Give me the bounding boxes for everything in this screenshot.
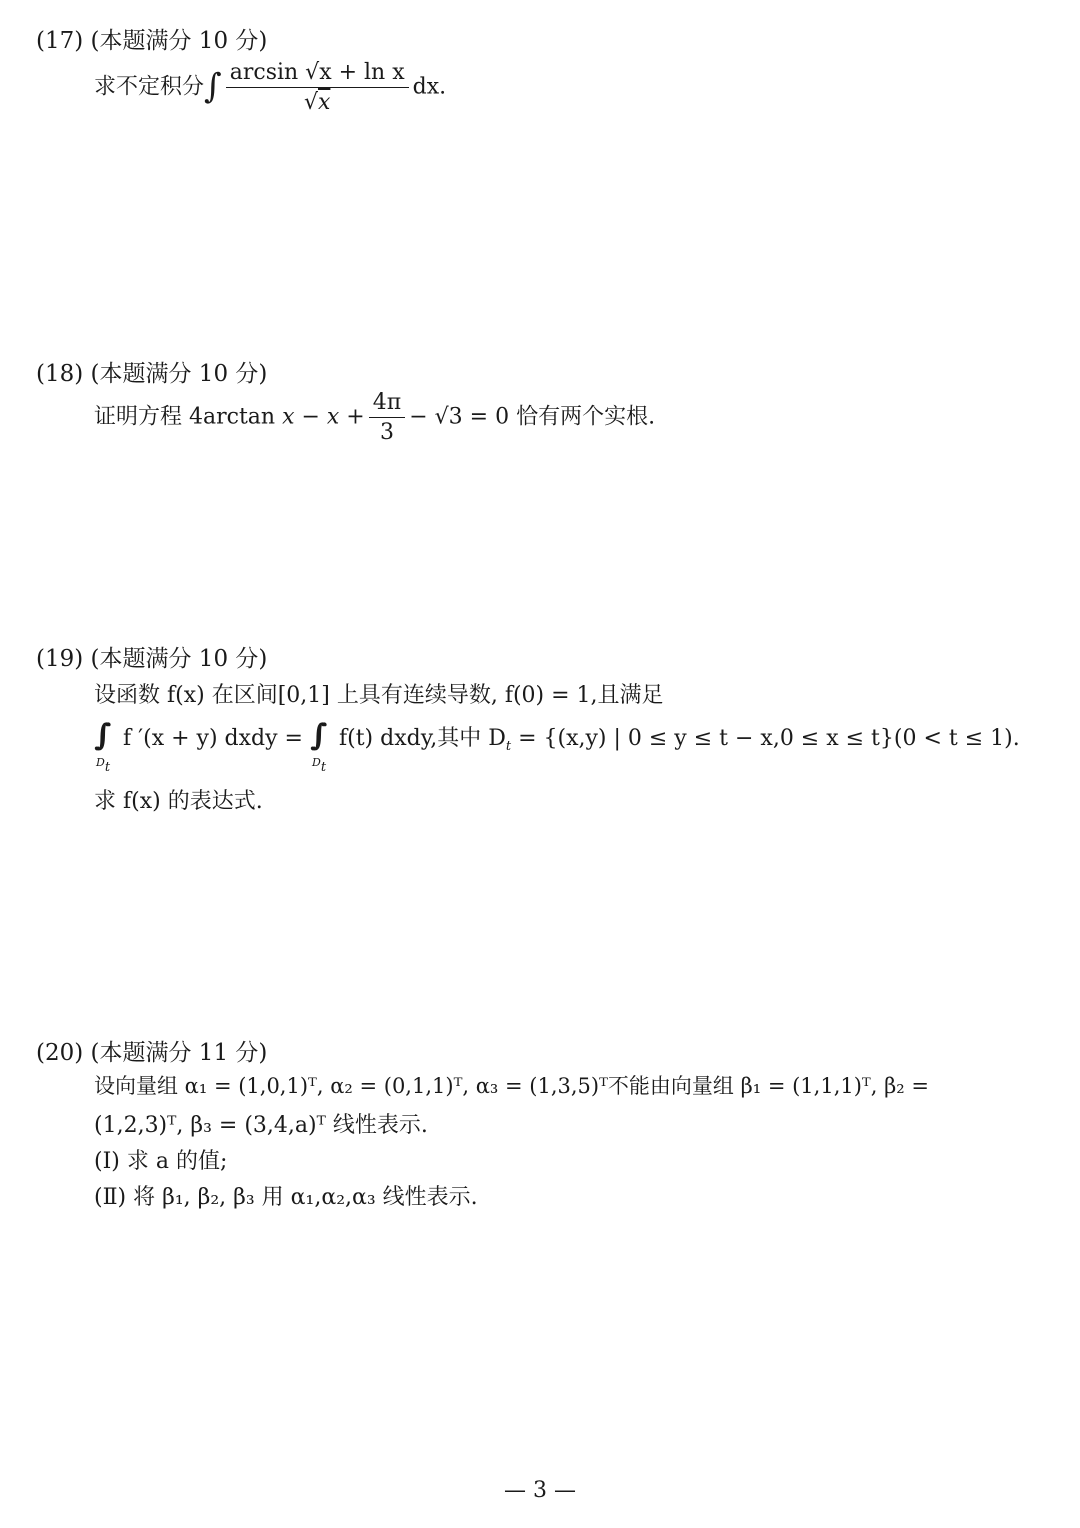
problem-18-statement xyxy=(94,390,655,445)
problem-19-line-3: 求 f(x) 的表达式. xyxy=(94,789,263,814)
problem-18-tail: − √3 = 0 恰有两个实根. xyxy=(409,404,656,430)
problem-17-fraction xyxy=(226,60,409,115)
double-integral-left: ∫∫ Dt xyxy=(94,718,111,775)
problem-18-frac-den: 3 xyxy=(369,417,405,445)
problem-20-part-1: (Ⅰ) 求 a 的值; xyxy=(94,1149,228,1174)
integral-sign: ∫ xyxy=(204,66,222,107)
double-integral-right: ∫∫ Dt xyxy=(309,718,327,775)
problem-18-middle: x − x + xyxy=(282,404,365,430)
page-number: — 3 — xyxy=(504,1478,576,1503)
problem-18-heading: (18) (本题满分 10 分) xyxy=(36,361,268,387)
problem-18-fraction xyxy=(369,390,405,445)
problem-17-denominator: √x xyxy=(226,87,409,115)
problem-19-integrand-left: f ′(x + y) dxdy = xyxy=(123,726,303,751)
problem-20-line-2: (1,2,3)ᵀ, β₃ = (3,4,a)ᵀ 线性表示. xyxy=(94,1113,428,1138)
problem-19-heading: (19) (本题满分 10 分) xyxy=(36,646,268,672)
problem-18-intro: 证明方程 4arctan xyxy=(94,404,276,430)
problem-20-part-2: (Ⅱ) 将 β₁, β₂, β₃ 用 α₁,α₂,α₃ 线性表示. xyxy=(94,1185,478,1210)
problem-18-frac-num: 4π xyxy=(372,390,402,415)
problem-17-numerator: arcsin √x + ln x xyxy=(229,60,405,85)
problem-19-integrand-right: f(t) dxdy,其中 D xyxy=(338,726,506,751)
problem-17-tail: dx. xyxy=(412,74,447,100)
problem-20-line-1: 设向量组 α₁ = (1,0,1)ᵀ, α₂ = (0,1,1)ᵀ, α₃ = (1,3,5)ᵀ不能由向量组 β₁ = (1,1,1)ᵀ, β₂ = xyxy=(94,1074,929,1098)
problem-17-statement xyxy=(94,60,446,115)
problem-19-domain-def: = {(x,y) | 0 ≤ y ≤ t − x,0 ≤ x ≤ t}(0 < t ≤ 1). xyxy=(511,726,1020,751)
problem-17-intro: 求不定积分 xyxy=(94,74,205,100)
problem-19-line-1: 设函数 f(x) 在区间[0,1] 上具有连续导数, f(0) = 1,且满足 xyxy=(94,683,664,708)
problem-17-heading: (17) (本题满分 10 分) xyxy=(36,28,268,54)
problem-19-line-2: ∫∫ Dt f ′(x + y) dxdy = ∫∫ Dt f(t) dxdy,其中 $D_t = \{(x,y)$ | 0 ≤ y ≤ t − x,0 ≤ x ≤ t}(0 < t ≤ 1). xyxy=(94,718,1020,775)
problem-20-heading: (20) (本题满分 11 分) xyxy=(36,1040,268,1066)
